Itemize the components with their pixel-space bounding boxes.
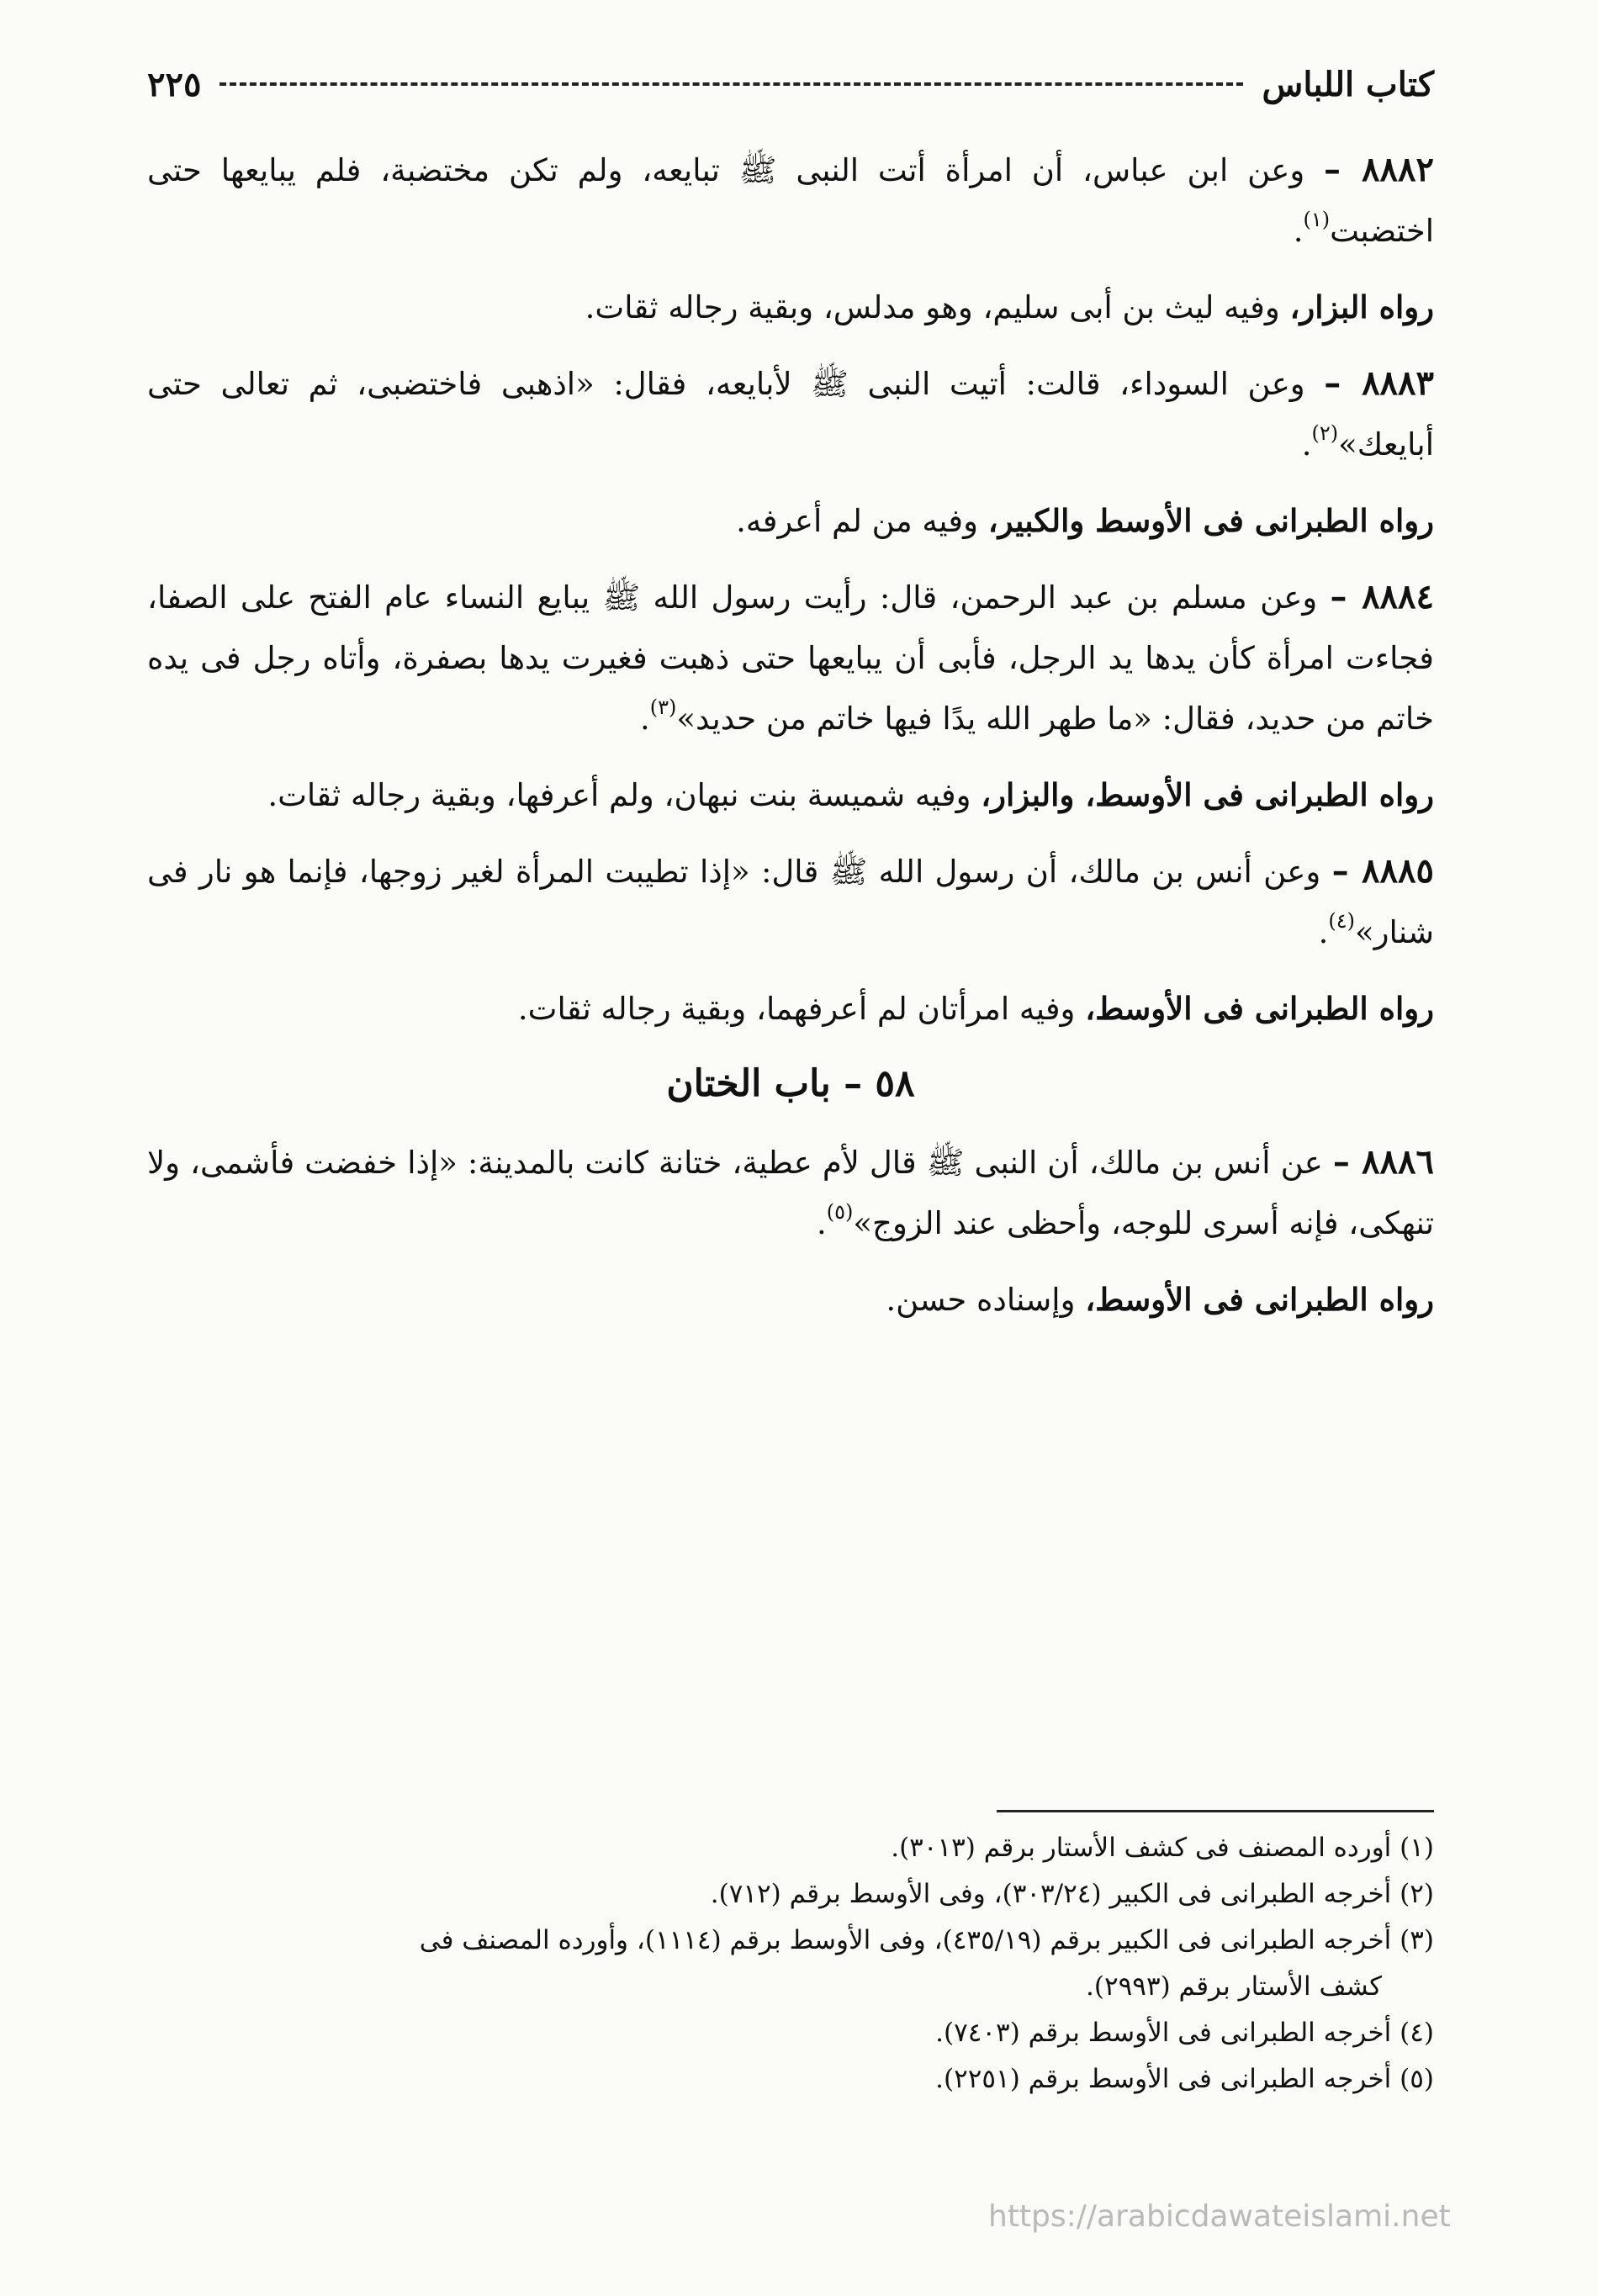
book-title: كتاب اللباس bbox=[1262, 64, 1434, 104]
narration-note bbox=[147, 978, 1434, 1040]
narration-note bbox=[147, 490, 1434, 552]
narrator-source: رواه الطبرانى فى الأوسط، والبزار، bbox=[981, 776, 1434, 813]
footnote-3: (٣) أخرجه الطبرانى فى الكبير برقم (٤٣٥/١٩)، وفى الأوسط برقم (١١١٤)، وأورده المصنف فى bbox=[419, 1925, 1434, 1955]
footnote-3-continued: كشف الأستار برقم (٢٩٩٣). bbox=[1086, 1971, 1382, 2002]
sentence-end: . bbox=[1318, 914, 1329, 950]
hadith-number: ٨٨٨٤ – bbox=[1330, 577, 1434, 616]
footnote-ref: (٥) bbox=[826, 1200, 854, 1224]
footnote-ref: (١) bbox=[1303, 208, 1331, 231]
chapter-heading: ٥٨ – باب الختان bbox=[666, 1062, 915, 1105]
narration-note bbox=[147, 1269, 1434, 1331]
narration-text: وفيه ليث بن أبى سليم، وهو مدلس، وبقية رجاله ثقات. bbox=[585, 289, 1290, 325]
narration-note bbox=[147, 764, 1434, 826]
hadith-text: وعن أنس بن مالك، أن رسول الله ﷺ قال: «إذا تطيبت المرأة لغير زوجها، فإنما هو نار فى شنار» bbox=[147, 854, 1434, 950]
narration-note bbox=[147, 277, 1434, 338]
sentence-end: . bbox=[640, 701, 650, 737]
page-number: ٢٢٥ bbox=[147, 64, 202, 104]
footnote-5: (٥) أخرجه الطبرانى فى الأوسط برقم (٢٢٥١). bbox=[935, 2064, 1434, 2094]
book-page bbox=[147, 59, 1434, 2246]
hadith-text: وعن السوداء، قالت: أتيت النبى ﷺ لأبايعه، فقال: «اذهبى فاختضبى، ثم تعالى حتى أبايعك» bbox=[147, 366, 1434, 463]
sentence-end: . bbox=[1293, 213, 1304, 249]
sentence-end: . bbox=[817, 1205, 827, 1241]
narrator-source: رواه البزار، bbox=[1289, 288, 1434, 325]
footnote-1: (١) أورده المصنف فى كشف الأستار برقم (٣٠١٣). bbox=[891, 1833, 1434, 1863]
narrator-source: رواه الطبرانى فى الأوسط، bbox=[1085, 1281, 1434, 1318]
hadith-number: ٨٨٨٥ – bbox=[1331, 851, 1434, 891]
page-body bbox=[147, 140, 1434, 1331]
narration-text: وفيه شميسة بنت نبهان، ولم أعرفها، وبقية رجاله ثقات. bbox=[267, 777, 982, 813]
narration-text: وفيه من لم أعرفه. bbox=[736, 503, 988, 539]
hadith-number: ٨٨٨٢ – bbox=[1324, 150, 1434, 189]
source-watermark: https://arabicdawateislami.net bbox=[988, 2199, 1451, 2234]
hadith-8885 bbox=[147, 841, 1434, 963]
hadith-8886 bbox=[147, 1132, 1434, 1254]
narrator-source: رواه الطبرانى فى الأوسط، bbox=[1085, 990, 1434, 1027]
hadith-8882 bbox=[147, 140, 1434, 262]
running-header bbox=[147, 59, 1434, 109]
footnote-2: (٢) أخرجه الطبرانى فى الكبير (٣٠٣/٢٤)، وفى الأوسط برقم (٧١٢). bbox=[710, 1879, 1434, 1909]
hadith-number: ٨٨٨٦ – bbox=[1332, 1142, 1434, 1182]
footnote-ref: (٣) bbox=[649, 696, 677, 719]
hadith-text: وعن مسلم بن عبد الرحمن، قال: رأيت رسول الله ﷺ يبايع النساء عام الفتح على الصفا، فجاءت امرأة كأن يدها يد الرجل، فأبى أن يبايعها حتى ذهبت فغيرت يدها بصفرة، وأتاه رجل فى يده خاتم من حديد، فقال: «ما طهر الله يدًا فيها خاتم من حديد» bbox=[147, 579, 1434, 737]
narration-text: وفيه امرأتان لم أعرفهما، وبقية رجاله ثقات. bbox=[517, 991, 1086, 1027]
hadith-8884 bbox=[147, 567, 1434, 749]
footnote-ref: (٢) bbox=[1311, 421, 1339, 445]
hadith-8883 bbox=[147, 353, 1434, 475]
footnote-ref: (٤) bbox=[1328, 909, 1356, 933]
sentence-end: . bbox=[1301, 426, 1312, 463]
footnotes bbox=[147, 1825, 1434, 2103]
header-dashed-rule bbox=[220, 82, 1243, 86]
hadith-text: وعن ابن عباس، أن امرأة أتت النبى ﷺ تبايعه، ولم تكن مختضبة، فلم يبايعها حتى اختضبت bbox=[147, 152, 1434, 249]
footnote-separator bbox=[997, 1810, 1434, 1812]
narration-text: وإسناده حسن. bbox=[886, 1282, 1086, 1318]
hadith-number: ٨٨٨٣ – bbox=[1324, 363, 1434, 403]
footnote-4: (٤) أخرجه الطبرانى فى الأوسط برقم (٧٤٠٣). bbox=[935, 2018, 1434, 2048]
narrator-source: رواه الطبرانى فى الأوسط والكبير، bbox=[987, 502, 1434, 539]
hadith-text: عن أنس بن مالك، أن النبى ﷺ قال لأم عطية، ختانة كانت بالمدينة: «إذا خفضت فأشمى، ولا تنهكى، فإنه أسرى للوجه، وأحظى عند الزوج» bbox=[147, 1145, 1434, 1241]
